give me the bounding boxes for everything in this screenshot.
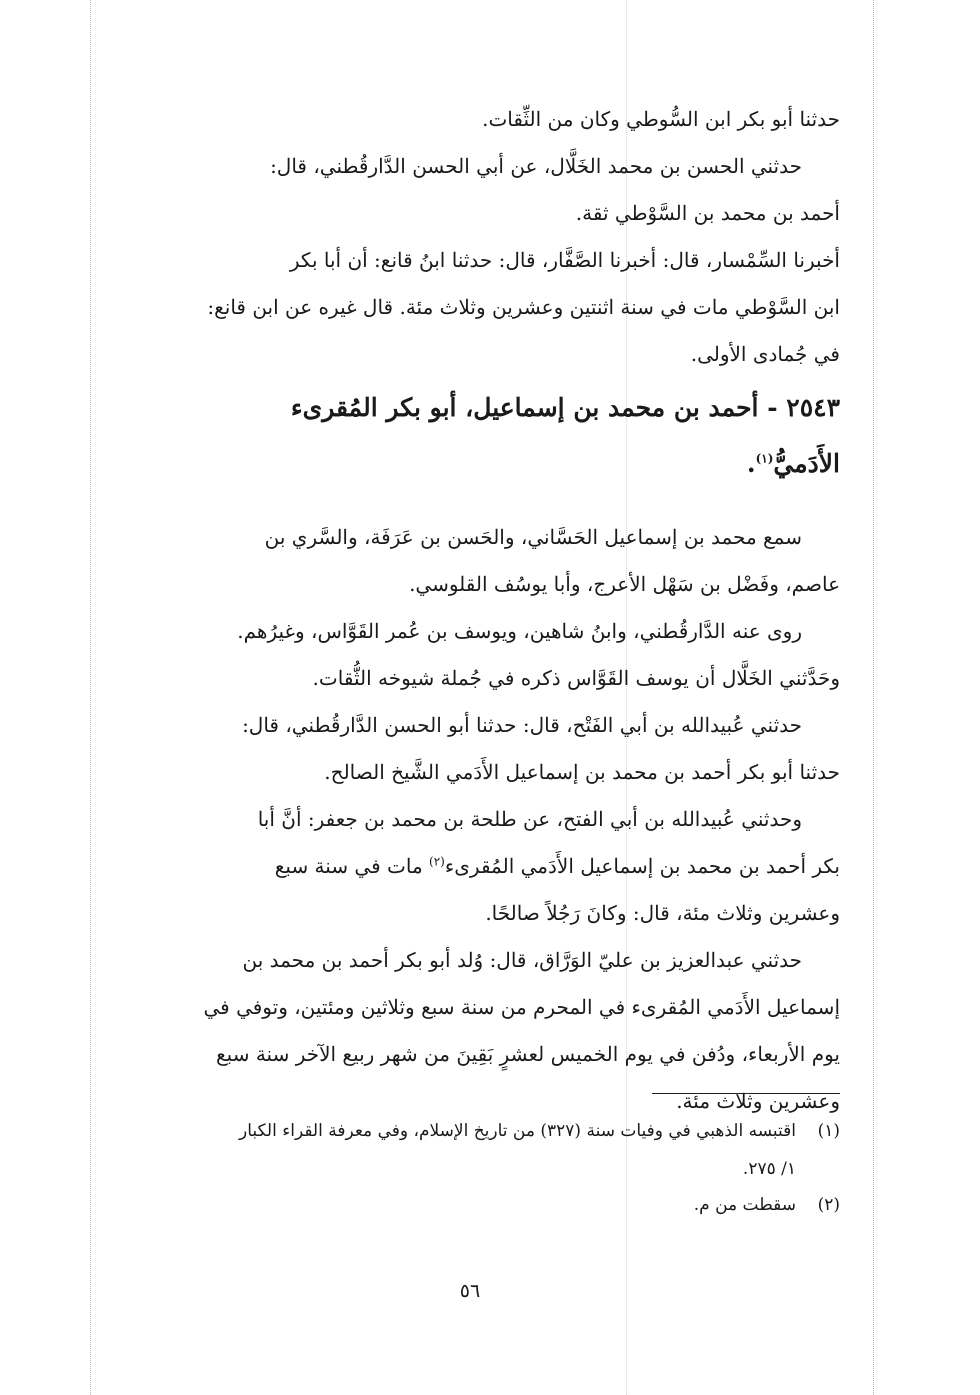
page-number: ٥٦ (459, 1280, 481, 1302)
text-line: وحدثني عُبيدالله بن أبي الفتح، عن طلحة بن محمد بن جعفر: أنَّ أبا (257, 807, 802, 831)
text-line: يوم الأربعاء، ودُفن في يوم الخميس لعشرٍ بَقِينَ من شهر ربيع الآخر سنة سبع (216, 1042, 840, 1066)
text-line: حدثني الحسن بن محمد الخَلَّال، عن أبي الحسن الدَّارقُطني، قال: (270, 154, 802, 178)
scan-guide-line (873, 0, 874, 1395)
footnote-separator (652, 1093, 840, 1094)
footnotes (120, 1112, 840, 1224)
text-line: عاصم، وفَضْل بن سَهْل الأعرج، وأبا يوسُف القلوسي. (409, 572, 840, 596)
text-line-with-note (120, 843, 840, 890)
footnote-number: (٢) (817, 1195, 840, 1215)
footnote-number: (١) (817, 1121, 840, 1141)
text-line: وعشرين وثلاث مئة، قال: وكانَ رَجُلاً صالحًا. (485, 901, 840, 925)
footnote-marker: (٢) (429, 854, 445, 869)
scan-guide-line (90, 0, 91, 1395)
text-line: حدثني عبدالعزيز بن عليّ الوَرَّاق، قال: وُلد أبو بكر أحمد بن محمد بن (242, 948, 802, 972)
footnote-text: سقطت من م. (693, 1195, 796, 1215)
text-line: وحَدَّثني الخَلَّال أن يوسف القَوَّاس ذكره في جُملة شيوخه الثُّقات. (312, 666, 840, 690)
footnote-continued: ١/ ٢٧٥. (742, 1159, 796, 1179)
footnote-text: اقتبسه الذهبي في وفيات سنة (٣٢٧) من تاريخ الإسلام، وفي معرفة القراء الكبار (239, 1121, 796, 1141)
heading-name: الأَدَميُّ (773, 449, 840, 478)
heading-end: . (746, 449, 756, 478)
text-line: أخبرنا السِّمْسار، قال: أخبرنا الصَّفَّار، قال: حدثنا ابنُ قانع: أن أبا بكر (289, 248, 840, 272)
text-line: إسماعيل الأَدَمي المُقرىء في المحرم من سنة سبع وثلاثين ومئتين، وتوفي في (203, 995, 840, 1019)
text-line: حدثنا أبو بكر أحمد بن محمد بن إسماعيل الأَدَمي الشَّيخ الصالح. (324, 760, 840, 784)
footnote (120, 1186, 840, 1224)
text-line: حدثنا أبو بكر ابن السُّوطي وكان من الثِّقات. (482, 107, 840, 131)
text-line: حدثني عُبيدالله بن أبي الفَتْح، قال: حدثنا أبو الحسن الدَّارقُطني، قال: (242, 713, 802, 737)
footnote-marker: (١) (755, 451, 774, 466)
entry-heading: ٢٥٤٣ - أحمد بن محمد بن إسماعيل، أبو بكر المُقرىء (290, 393, 840, 422)
text-line: ابن السَّوْطي مات في سنة اثنتين وعشرين وثلاث مئة. قال غيره عن ابن قانع: (207, 295, 840, 319)
text-fragment: بكر أحمد بن محمد بن إسماعيل الأَدَمي المُقرىء (444, 854, 840, 878)
text-fragment: مات في سنة سبع (274, 854, 430, 878)
text-line: روى عنه الدَّارقُطني، وابنُ شاهين، ويوسف بن عُمر القَوَّاس، وغيرُهم. (237, 619, 802, 643)
text-line: في جُمادى الأولى. (690, 342, 840, 366)
text-line: سمع محمد بن إسماعيل الحَسَّاني، والحَسن بن عَرَفَة، والسَّري بن (264, 525, 802, 549)
main-text (120, 96, 840, 1125)
footnote (120, 1112, 840, 1150)
text-line: وعشرين وثلاث مئة. (676, 1089, 840, 1113)
entry-heading-continued (120, 438, 840, 496)
text-line: أحمد بن محمد بن السَّوْطي ثقة. (575, 201, 840, 225)
